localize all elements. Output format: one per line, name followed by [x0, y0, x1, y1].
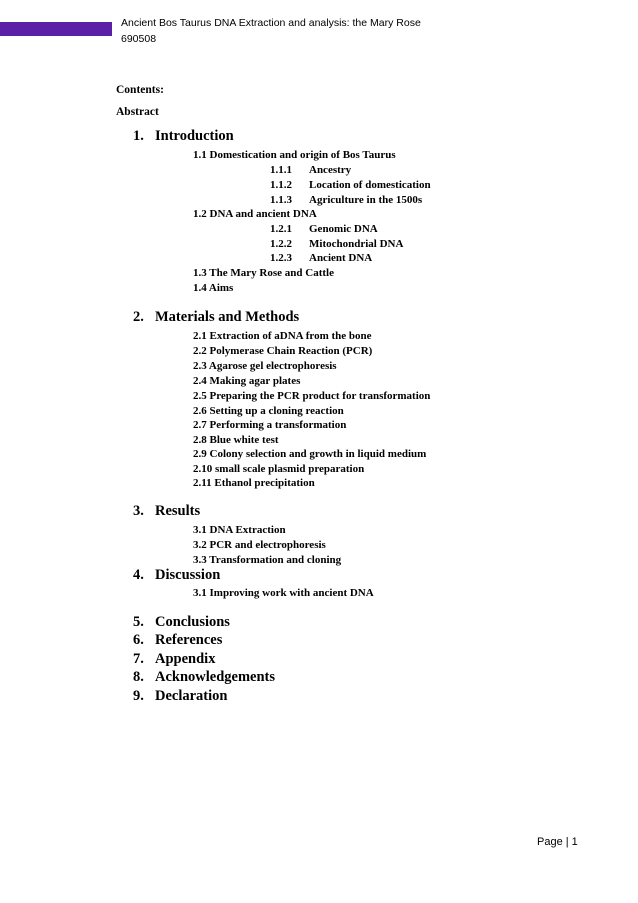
toc-section-7 — [133, 651, 215, 668]
toc-sub-4-1: 3.1 Improving work with ancient DNA — [193, 587, 374, 599]
toc-section-9 — [133, 688, 227, 705]
toc-sub-1-1-3: 1.1.3 Agriculture in the 1500s — [270, 194, 423, 206]
toc-sub-2-6: 2.6 Setting up a cloning reaction — [193, 405, 344, 417]
contents-title: Contents: — [116, 84, 164, 96]
toc-sub-2-2: 2.2 Polymerase Chain Reaction (PCR) — [193, 345, 373, 357]
section-title: Acknowledgements — [155, 669, 276, 685]
toc-section-6 — [133, 632, 222, 649]
toc-sub-1-3: 1.3 The Mary Rose and Cattle — [193, 267, 334, 279]
section-number: 6. — [133, 632, 144, 648]
section-number: 3. — [133, 503, 144, 519]
section-title: Appendix — [155, 651, 216, 667]
section-title: Conclusions — [155, 614, 230, 630]
toc-section-1 — [133, 128, 234, 145]
page-number: Page | 1 — [537, 836, 578, 848]
section-number: 2. — [133, 309, 144, 325]
section-number: 7. — [133, 651, 144, 667]
header-id: 690508 — [121, 33, 157, 45]
toc-sub-2-9: 2.9 Colony selection and growth in liquid medium — [193, 448, 427, 460]
toc-sub-1-1: 1.1 Domestication and origin of Bos Taurus — [193, 149, 396, 161]
section-title: Results — [155, 503, 201, 519]
toc-section-8 — [133, 669, 275, 686]
toc-section-3 — [133, 503, 200, 520]
toc-sub-2-10: 2.10 small scale plasmid preparation — [193, 463, 365, 475]
section-title: Declaration — [155, 688, 228, 704]
toc-sub-1-2-2: 1.2.2 Mitochondrial DNA — [270, 238, 404, 250]
toc-sub-1-2-3: 1.2.3 Ancient DNA — [270, 252, 373, 264]
section-title: Materials and Methods — [155, 309, 300, 325]
section-number: 5. — [133, 614, 144, 630]
toc-section-4 — [133, 567, 220, 584]
toc-sub-2-7: 2.7 Performing a transformation — [193, 419, 347, 431]
section-title: Discussion — [155, 567, 221, 583]
section-number: 1. — [133, 128, 144, 144]
toc-section-2 — [133, 309, 299, 326]
toc-sub-3-1: 3.1 DNA Extraction — [193, 524, 286, 536]
toc-sub-2-3: 2.3 Agarose gel electrophoresis — [193, 360, 337, 372]
section-number: 8. — [133, 669, 144, 685]
section-number: 4. — [133, 567, 144, 583]
toc-section-5 — [133, 614, 230, 631]
section-title: Introduction — [155, 128, 234, 144]
toc-sub-1-2-1: 1.2.1 Genomic DNA — [270, 223, 378, 235]
section-title: References — [155, 632, 223, 648]
toc-sub-2-1: 2.1 Extraction of aDNA from the bone — [193, 330, 372, 342]
page-header — [121, 15, 541, 47]
toc-sub-3-2: 3.2 PCR and electrophoresis — [193, 539, 326, 551]
toc-sub-2-8: 2.8 Blue white test — [193, 434, 279, 446]
toc-abstract: Abstract — [116, 106, 159, 118]
toc-sub-2-4: 2.4 Making agar plates — [193, 375, 301, 387]
toc-sub-3-3: 3.3 Transformation and cloning — [193, 554, 342, 566]
toc-sub-2-11: 2.11 Ethanol precipitation — [193, 477, 315, 489]
section-number: 9. — [133, 688, 144, 704]
header-title: Ancient Bos Taurus DNA Extraction and analysis: the Mary Rose — [121, 17, 421, 29]
toc-sub-1-1-1: 1.1.1 Ancestry — [270, 164, 352, 176]
toc-sub-1-2: 1.2 DNA and ancient DNA — [193, 208, 317, 220]
toc-sub-2-5: 2.5 Preparing the PCR product for transformation — [193, 390, 431, 402]
toc-sub-1-1-2: 1.1.2 Location of domestication — [270, 179, 431, 191]
header-accent-bar — [0, 22, 112, 36]
toc-sub-1-4: 1.4 Aims — [193, 282, 234, 294]
